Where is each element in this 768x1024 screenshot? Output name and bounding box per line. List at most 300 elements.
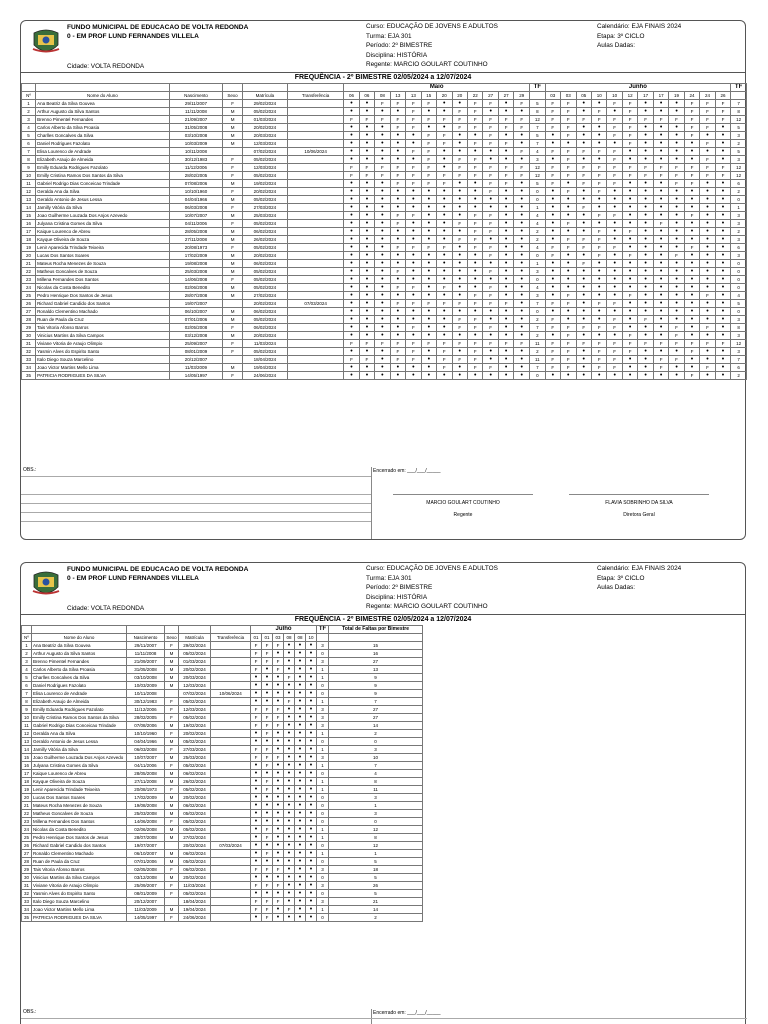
presence-mark: • (591, 268, 606, 276)
row-number: 2 (22, 650, 32, 658)
presence-mark: • (498, 228, 513, 236)
presence-mark: • (684, 300, 699, 308)
presence-mark: • (514, 276, 530, 284)
row-number: 3 (22, 658, 32, 666)
presence-mark: • (375, 276, 390, 284)
city-label: Cidade: VOLTA REDONDA (67, 63, 145, 70)
presence-mark: • (251, 914, 262, 922)
birth-date: 08/01/2009 (169, 348, 222, 356)
presence-mark: • (561, 180, 576, 188)
enrollment-date: 05/02/2024 (179, 890, 211, 898)
absence-mark: F (607, 164, 622, 172)
absence-mark: F (284, 674, 295, 682)
row-number: 27 (22, 850, 32, 858)
transfer-date (211, 826, 251, 834)
transfer-date (287, 276, 343, 284)
presence-mark: • (669, 268, 684, 276)
transfer-date (211, 794, 251, 802)
row-number: 26 (22, 842, 32, 850)
absence-mark: F (591, 356, 606, 364)
transfer-date (287, 236, 343, 244)
presence-mark: • (251, 738, 262, 746)
table-row (22, 252, 747, 260)
enrollment-date: 29/02/2024 (179, 642, 211, 650)
transfer-date (287, 164, 343, 172)
presence-mark: • (576, 348, 591, 356)
absence-mark: F (622, 164, 637, 172)
enrollment-date: 05/02/2024 (242, 108, 287, 116)
absence-mark: F (483, 132, 498, 140)
birth-date: 19/08/2008 (169, 260, 222, 268)
absence-mark: F (406, 340, 421, 348)
day-header: 17 (638, 92, 653, 100)
absence-mark: F (406, 348, 421, 356)
absence-mark: F (700, 364, 715, 372)
presence-mark: • (284, 754, 295, 762)
tf-value: 12 (731, 340, 747, 348)
col-transfer: Transferência (287, 92, 343, 100)
tf-value: 0 (731, 284, 747, 292)
tf-header: TF (731, 84, 747, 92)
sex: F (223, 100, 243, 108)
col-transfer: Transferência (211, 634, 251, 642)
absence-mark: F (653, 172, 668, 180)
presence-mark: • (700, 348, 715, 356)
presence-mark: • (262, 858, 273, 866)
birth-date: 28/05/2008 (127, 770, 165, 778)
absence-mark: F (591, 148, 606, 156)
presence-mark: • (406, 268, 421, 276)
presence-mark: • (700, 148, 715, 156)
row-number: 30 (22, 332, 36, 340)
sex: F (165, 706, 179, 714)
tf-value: 12 (530, 116, 545, 124)
presence-mark: • (284, 842, 295, 850)
presence-mark: • (638, 244, 653, 252)
col-sex: Sexo (166, 635, 177, 640)
absence-mark: F (700, 164, 715, 172)
enrollment-date: 05/02/2024 (179, 650, 211, 658)
presence-mark: • (306, 770, 317, 778)
obs-label: OBS.: (23, 1009, 37, 1015)
presence-mark: • (715, 236, 730, 244)
absence-mark: F (576, 244, 591, 252)
absence-mark: F (607, 340, 622, 348)
presence-mark: • (591, 124, 606, 132)
presence-mark: • (421, 212, 436, 220)
absence-mark: F (622, 124, 637, 132)
total-faults-value: 5 (329, 858, 423, 866)
day-header: 27 (498, 92, 513, 100)
absence-mark: F (545, 348, 560, 356)
student-name: Yasmin Alves do Espirito Santo (32, 890, 127, 898)
presence-mark: • (715, 260, 730, 268)
presence-mark: • (498, 156, 513, 164)
presence-mark: • (262, 674, 273, 682)
absence-mark: F (653, 220, 668, 228)
table-row (22, 132, 747, 140)
blank-header (731, 92, 747, 100)
presence-mark: • (452, 100, 467, 108)
absence-mark: F (561, 244, 576, 252)
total-faults-value: 8 (329, 778, 423, 786)
presence-mark: • (390, 196, 405, 204)
tf-value: 3 (530, 156, 545, 164)
presence-mark: • (669, 372, 684, 380)
row-number: 24 (22, 284, 36, 292)
table-row (22, 196, 747, 204)
presence-mark: • (306, 730, 317, 738)
presence-mark: • (295, 866, 306, 874)
birth-date: 07/08/2006 (127, 722, 165, 730)
presence-mark: • (638, 276, 653, 284)
presence-mark: • (295, 754, 306, 762)
presence-mark: • (607, 204, 622, 212)
presence-mark: • (498, 332, 513, 340)
presence-mark: • (700, 300, 715, 308)
row-number: 7 (22, 148, 36, 156)
presence-mark: • (653, 276, 668, 284)
absence-mark: F (700, 116, 715, 124)
presence-mark: • (514, 332, 530, 340)
presence-mark: • (273, 738, 284, 746)
absence-mark: F (273, 866, 284, 874)
absence-mark: F (452, 300, 467, 308)
transfer-date (211, 786, 251, 794)
absence-mark: F (421, 132, 436, 140)
presence-mark: • (390, 364, 405, 372)
sex: M (165, 794, 179, 802)
presence-mark: • (653, 156, 668, 164)
birth-date: 03/10/2008 (127, 674, 165, 682)
sex: M (165, 738, 179, 746)
presence-mark: • (437, 252, 452, 260)
presence-mark: • (295, 906, 306, 914)
presence-mark: • (295, 882, 306, 890)
absence-mark: F (576, 324, 591, 332)
row-number: 21 (22, 260, 36, 268)
absence-mark: F (452, 116, 467, 124)
table-row (22, 372, 747, 380)
sex: M (165, 666, 179, 674)
absence-mark: F (273, 642, 284, 650)
absence-mark: F (514, 164, 530, 172)
sex: M (165, 802, 179, 810)
col-name: Nome do Aluno (32, 634, 127, 642)
obs-label: OBS.: (23, 467, 37, 473)
total-faults-value: 3 (329, 810, 423, 818)
absence-mark: F (591, 172, 606, 180)
student-name: Mateus Rocha Menezes de Souza (32, 802, 127, 810)
table-row (22, 324, 747, 332)
absence-mark: F (684, 100, 699, 108)
tf-value: 2 (530, 228, 545, 236)
enrollment-date: 01/03/2024 (179, 658, 211, 666)
transfer-date (287, 372, 343, 380)
absence-mark: F (390, 340, 405, 348)
presence-mark: • (344, 180, 359, 188)
presence-mark: • (421, 284, 436, 292)
presence-mark: • (576, 292, 591, 300)
tf-value: 0 (530, 252, 545, 260)
absence-mark: F (390, 220, 405, 228)
day-header: 06 (359, 92, 374, 100)
blank-header (165, 626, 179, 634)
presence-mark: • (638, 228, 653, 236)
tf-value: 0 (317, 650, 329, 658)
presence-mark: • (576, 300, 591, 308)
row-number: 21 (22, 802, 32, 810)
presence-mark: • (498, 196, 513, 204)
school-name: 0 - EM PROF LUND FERNANDES VILLELA (67, 32, 199, 40)
student-name: Vinicius Martins da Silva Campos (36, 332, 170, 340)
presence-mark: • (638, 268, 653, 276)
presence-mark: • (561, 228, 576, 236)
total-faults-value: 5 (329, 890, 423, 898)
table-row (22, 658, 423, 666)
blank-header (169, 84, 222, 92)
absence-mark: F (467, 140, 482, 148)
presence-mark: • (638, 100, 653, 108)
presence-mark: • (607, 140, 622, 148)
transfer-date (287, 308, 343, 316)
absence-mark: F (653, 364, 668, 372)
absence-mark: F (359, 356, 374, 364)
transfer-date (287, 292, 343, 300)
student-name: Pedro Henrique Dos Santos de Jesus (32, 834, 127, 842)
presence-mark: • (700, 372, 715, 380)
presence-mark: • (638, 124, 653, 132)
day-header: 03 (561, 92, 576, 100)
absence-mark: F (653, 116, 668, 124)
presence-mark: • (437, 260, 452, 268)
birth-date: 11/03/2009 (169, 364, 222, 372)
presence-mark: • (284, 890, 295, 898)
total-faults-value: 14 (329, 906, 423, 914)
absence-mark: F (251, 642, 262, 650)
absence-mark: F (498, 180, 513, 188)
birth-date: 29/11/2007 (169, 100, 222, 108)
presence-mark: • (284, 850, 295, 858)
row-number: 16 (22, 220, 36, 228)
presence-mark: • (483, 204, 498, 212)
presence-mark: • (653, 228, 668, 236)
absence-mark: F (591, 348, 606, 356)
presence-mark: • (284, 738, 295, 746)
transfer-date (211, 866, 251, 874)
presence-mark: • (514, 372, 530, 380)
absence-mark: F (452, 172, 467, 180)
absence-mark: F (273, 658, 284, 666)
absence-mark: F (561, 324, 576, 332)
tf-value: 4 (530, 212, 545, 220)
birth-date: 04/04/1966 (127, 738, 165, 746)
absence-mark: F (421, 300, 436, 308)
presence-mark: • (561, 212, 576, 220)
presence-mark: • (622, 268, 637, 276)
presence-mark: • (306, 874, 317, 882)
presence-mark: • (653, 244, 668, 252)
presence-mark: • (262, 690, 273, 698)
birth-date: 25/09/2007 (169, 340, 222, 348)
presence-mark: • (498, 212, 513, 220)
presence-mark: • (638, 324, 653, 332)
presence-mark: • (359, 364, 374, 372)
transfer-date (287, 124, 343, 132)
presence-mark: • (375, 220, 390, 228)
birth-date: 17/02/2009 (169, 252, 222, 260)
absence-mark: F (591, 244, 606, 252)
birth-date: 27/11/2008 (169, 236, 222, 244)
presence-mark: • (498, 220, 513, 228)
birth-date: 20/12/2007 (169, 356, 222, 364)
absence-mark: F (375, 172, 390, 180)
sex: F (165, 746, 179, 754)
tf-value: 5 (530, 132, 545, 140)
presence-mark: • (561, 260, 576, 268)
transfer-date (211, 666, 251, 674)
presence-mark: • (684, 292, 699, 300)
presence-mark: • (483, 332, 498, 340)
presence-mark: • (437, 204, 452, 212)
student-name: Ronaldo Clementino Machado (32, 850, 127, 858)
col-enroll: Matrícula (242, 92, 287, 100)
transfer-date (211, 682, 251, 690)
absence-mark: F (467, 172, 482, 180)
presence-mark: • (653, 300, 668, 308)
row-number: 24 (22, 826, 32, 834)
presence-mark: • (561, 268, 576, 276)
student-name: Elizabeth Araujo de Almeida (32, 698, 127, 706)
presence-mark: • (545, 140, 560, 148)
presence-mark: • (452, 276, 467, 284)
row-number: 23 (22, 818, 32, 826)
absence-mark: F (467, 116, 482, 124)
presence-mark: • (437, 228, 452, 236)
presence-mark: • (514, 228, 530, 236)
presence-mark: • (669, 220, 684, 228)
row-number: 22 (22, 268, 36, 276)
day-header: 24 (684, 92, 699, 100)
presence-mark: • (607, 276, 622, 284)
presence-mark: • (607, 252, 622, 260)
absence-mark: F (262, 706, 273, 714)
enrollment-date: 20/02/2024 (242, 332, 287, 340)
sex: F (165, 890, 179, 898)
presence-mark: • (684, 332, 699, 340)
presence-mark: • (406, 292, 421, 300)
absence-mark: F (437, 356, 452, 364)
row-number: 31 (22, 882, 32, 890)
presence-mark: • (406, 332, 421, 340)
presence-mark: • (273, 850, 284, 858)
presence-mark: • (452, 204, 467, 212)
day-header: 12 (622, 92, 637, 100)
birth-date: 08/01/2009 (127, 890, 165, 898)
presence-mark: • (284, 778, 295, 786)
row-number: 9 (22, 706, 32, 714)
student-name: Brenno Pimentel Fernandes (36, 116, 170, 124)
presence-mark: • (514, 108, 530, 116)
absence-mark: F (561, 332, 576, 340)
presence-mark: • (669, 292, 684, 300)
presence-mark: • (545, 332, 560, 340)
presence-mark: • (653, 324, 668, 332)
presence-mark: • (421, 252, 436, 260)
presence-mark: • (344, 220, 359, 228)
presence-mark: • (273, 802, 284, 810)
student-name: Lucas Dos Santos Soares (32, 794, 127, 802)
row-number: 9 (22, 164, 36, 172)
presence-mark: • (375, 196, 390, 204)
absence-mark: F (684, 180, 699, 188)
absence-mark: F (576, 164, 591, 172)
absence-mark: F (421, 148, 436, 156)
presence-mark: • (715, 156, 730, 164)
student-name: Ana Beatriz da Silva Gouvea (32, 642, 127, 650)
presence-mark: • (483, 260, 498, 268)
table-row (22, 770, 423, 778)
absence-mark: F (483, 164, 498, 172)
student-name: Geralda Ana da Silva (32, 730, 127, 738)
presence-mark: • (591, 372, 606, 380)
presence-mark: • (715, 308, 730, 316)
presence-mark: • (514, 132, 530, 140)
presence-mark: • (390, 236, 405, 244)
presence-mark: • (591, 140, 606, 148)
absence-mark: F (561, 132, 576, 140)
birth-date: 31/05/2008 (169, 124, 222, 132)
tf-value: 3 (731, 252, 747, 260)
tf-value: 0 (530, 372, 545, 380)
presence-mark: • (273, 834, 284, 842)
col-number: Nº (22, 634, 32, 642)
tf-value: 0 (530, 196, 545, 204)
presence-mark: • (390, 332, 405, 340)
presence-mark: • (638, 204, 653, 212)
student-name: Geraldo Antonio de Jesus Lessa (32, 738, 127, 746)
table-row (22, 890, 423, 898)
presence-mark: • (375, 284, 390, 292)
day-header: 08 (295, 634, 306, 642)
presence-mark: • (306, 698, 317, 706)
absence-mark: F (514, 124, 530, 132)
presence-mark: • (295, 778, 306, 786)
absence-mark: F (390, 212, 405, 220)
presence-mark: • (700, 332, 715, 340)
enrollment-date: 18/04/2024 (242, 356, 287, 364)
presence-mark: • (251, 794, 262, 802)
period-label: Período: 2º BIMESTRE (366, 42, 433, 50)
birth-date: 03/12/2008 (169, 332, 222, 340)
presence-mark: • (284, 898, 295, 906)
total-faults-value: 4 (329, 770, 423, 778)
sex: F (223, 204, 243, 212)
enrollment-date: 27/02/2024 (242, 292, 287, 300)
transfer-date (287, 116, 343, 124)
presence-mark: • (622, 276, 637, 284)
sex: M (223, 332, 243, 340)
enrollment-date: 24/06/2024 (242, 372, 287, 380)
birth-date: 20/12/2007 (127, 898, 165, 906)
transfer-date (211, 650, 251, 658)
presence-mark: • (306, 882, 317, 890)
absence-mark: F (607, 316, 622, 324)
presence-mark: • (375, 324, 390, 332)
tf-value: 6 (731, 364, 747, 372)
absence-mark: F (390, 268, 405, 276)
transfer-date (287, 332, 343, 340)
